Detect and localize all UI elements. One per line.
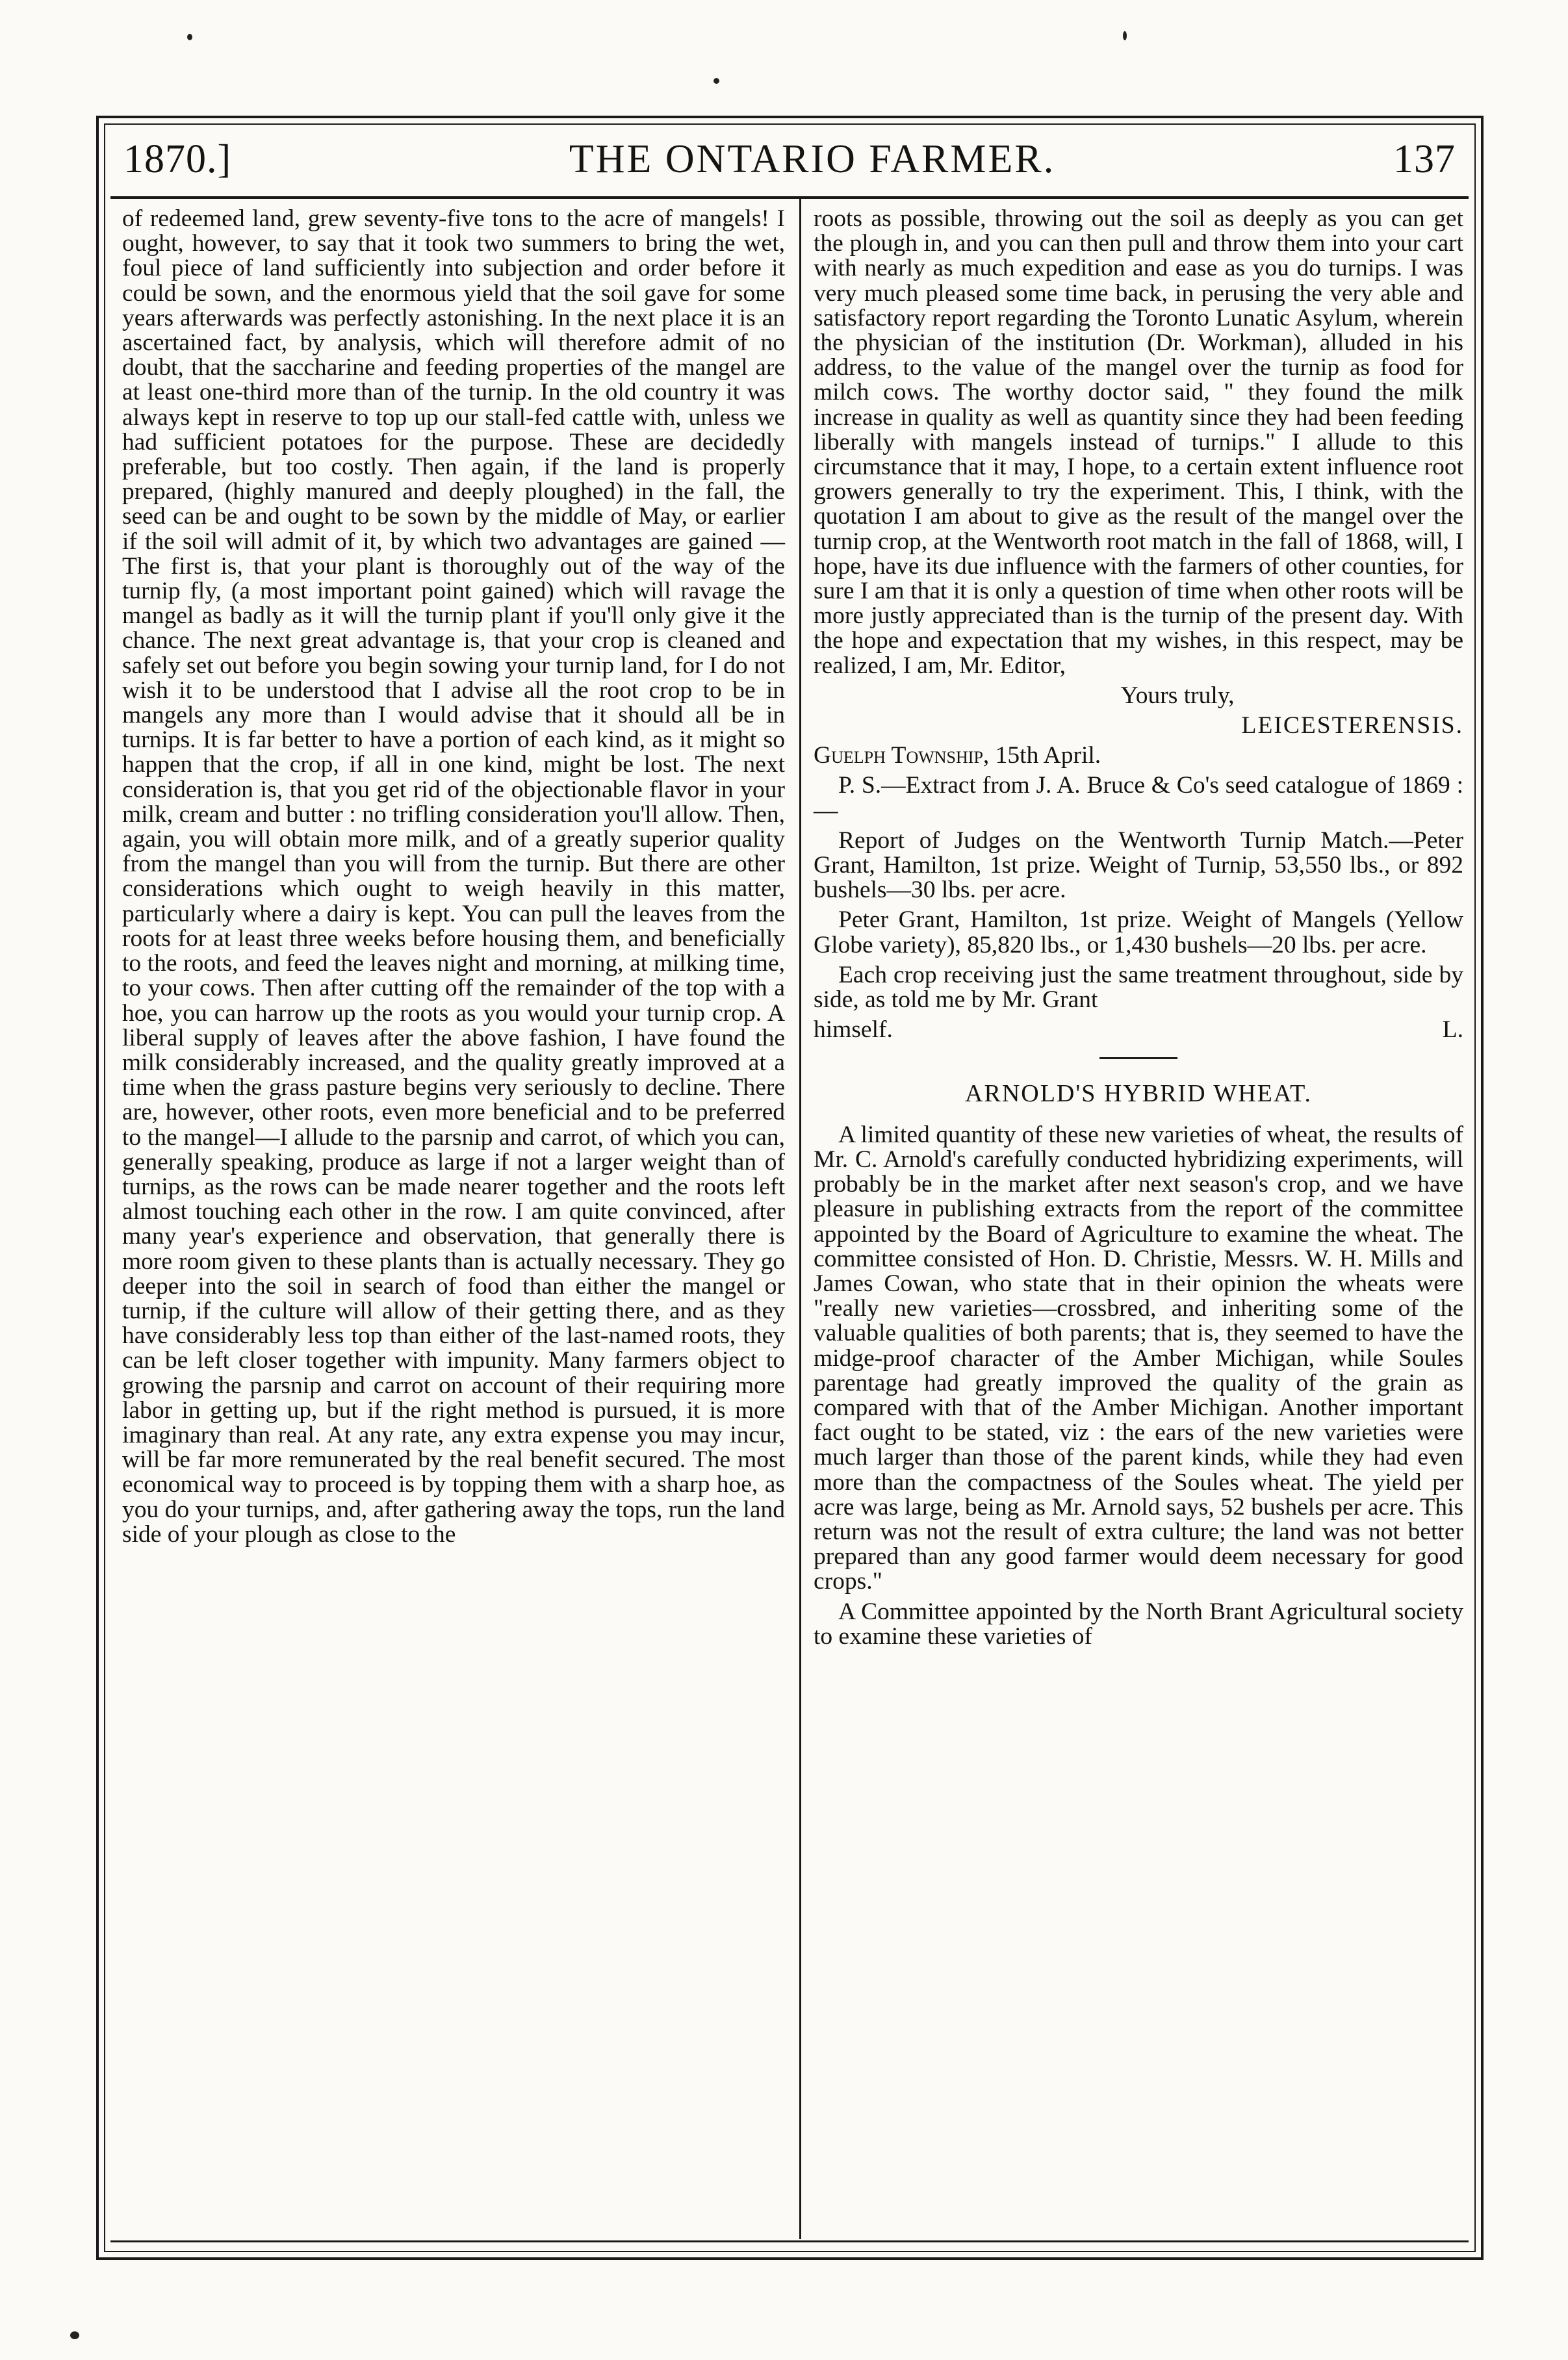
postscript: P. S.—Extract from J. A. Bruce & Co's seed catalogue of 1869 :— — [814, 772, 1463, 824]
ink-speck — [187, 34, 192, 40]
letter-signoff: Yours truly, — [1120, 682, 1235, 709]
letter-location-line — [814, 743, 1463, 768]
left-column — [122, 207, 785, 1552]
mangels-result: Peter Grant, Hamilton, 1st prize. Weight of Mangels (Yellow Globe variety), 85,820 lbs., or 1,430 bushels—20 lbs. per acre. — [814, 906, 1463, 958]
header-year: 1870.] — [123, 136, 232, 181]
page-number: 137 — [1393, 136, 1456, 181]
judges-report: Report of Judges on the Wentworth Turnip Match.—Peter Grant, Hamilton, 1st prize. Weight of Turnip, 53,550 lbs., or 892 bushels—30 lbs. per acre. — [814, 827, 1463, 904]
article-paragraph: A limited quantity of these new varieties of wheat, the results of Mr. C. Arnold's carefully conducted hybridizing experiments, will probably be in the market after next season's crop, and we have pleasure in publishing extracts from the report of the committee appointed by the Board of Agriculture to examine the wheat. The committee consisted of Hon. D. Christie, Messrs. W. H. Mills and James Cowan, who state that in their opinion the wheats were "really new varieties—crossbred, and inheriting some of the valuable qualities of both parents; that is, they seemed to have the midge-proof character of the Amber Michigan, while Soules parentage had greatly improved the quality of the grain as compared with that of the Amber Michigan. Another important fact ought to be stated, viz : the ears of the new varieties were much larger than those of the parent kinds, while they had even more than the compactness of the Soules wheat. The yield per acre was large, being as Mr. Arnold says, 52 bushels per acre. This return was not the result of extra culture; the land was not better prepared than any good farmer would deem necessary for good crops." — [814, 1121, 1463, 1595]
bottom-rule — [110, 2240, 1469, 2242]
treatment-note-end — [814, 1018, 1463, 1042]
letter-date: , 15th April. — [983, 742, 1101, 769]
right-column — [814, 207, 1463, 1654]
article-heading: ARNOLD'S HYBRID WHEAT. — [965, 1079, 1312, 1107]
article-paragraph: A Committee appointed by the North Brant Agricultural society to examine these varieties of — [814, 1598, 1463, 1650]
publication-title: THE ONTARIO FARMER. — [569, 136, 1056, 181]
author-initial: L. — [1442, 1016, 1463, 1044]
treatment-note: Each crop receiving just the same treatment throughout, side by side, as told me by Mr. Grant — [814, 961, 1463, 1014]
treatment-note-last: himself. — [814, 1016, 893, 1044]
letter-continuation: roots as possible, throwing out the soil as deeply as you can get the plough in, and you can then pull and throw them into your cart with nearly as much expedition and ease as you do turnips. I was very much pleased some time back, in perusing the very able and satisfactory report regarding the Toronto Lunatic Asylum, wherein the physician of the institution (Dr. Workman), alluded in his address, to the value of the mangel over the turnip as food for milch cows. The worthy doctor said, " they found the milk increase in quality as well as quantity since they had been feeding liberally with mangels instead of turnips." I allude to this circumstance that it may, I hope, to a certain extent influence root growers generally to try the experiment. This, I think, with the quotation I am about to give as the result of the mangel over the turnip crop, at the Wentworth root match in the fall of 1868, will, I hope, have its due influence with the farmers of other counties, for sure I am that it is only a question of time when other roots will be more justly appreciated than is the turnip of the present day. With the hope and expectation that my wishes, in this respect, may be realized, I am, Mr. Editor, — [814, 205, 1463, 679]
left-column-paragraph: of redeemed land, grew seventy-five tons to the acre of mangels! I ought, however, to say that it took two summers to bring the wet, foul piece of land sufficiently into subjection and order before it could be sown, and the enormous yield that the soil gave for some years afterwards was perfectly astonishing. In the next place it is an ascertained fact, by analysis, which will therefore admit of no doubt, that the saccharine and feeding properties of the mangel are at least one-third more than of the turnip. In the old country it was always kept in reserve to top up our stall-fed cattle with, unless we had sufficient potatoes for the purpose. These are decidedly preferable, but too costly. Then again, if the land is properly prepared, (highly manured and deeply ploughed) in the fall, the seed can be and ought to be sown by the middle of May, or earlier if the soil will admit of it, by which two advantages are gained —The first is, that your plant is thoroughly out of the way of the turnip fly, (a most important point gained) which will ravage the mangel as badly as it will the turnip plant if you'll only give it the chance. The next great advantage is, that your crop is cleaned and safely set out before you begin sowing your turnip land, for I do not wish it to be understood that I advise all the root crop to be in mangels any more than I would advise that it should all be in turnips. It is far better to have a portion of each kind, as it might so happen that the crop, if all in one kind, might be lost. The next consideration is, that you get rid of the objectionable flavor in your milk, cream and butter : no trifling consideration you'll allow. Then, again, you will obtain more milk, and of a greatly superior quality from the mangel than you will from the turnip. But there are other considerations which ought to weigh heavily in this matter, particularly where a dairy is kept. You can pull the leaves from the roots for at least three weeks before housing them, and beneficially to the roots, and feed the leaves night and morning, at milking time, to your cows. Then after cutting off the remainder of the top with a hoe, you can harrow up the roots as you would your turnip crop. A liberal supply of leaves after the above fashion, I have found the milk considerably increased, and the quality greatly improved at a time when the grass pasture begins very seriously to decline. There are, however, other roots, even more beneficial and to be preferred to the mangel—I allude to the parsnip and carrot, of which you can, generally speaking, produce as large if not a larger weight than of turnips, as the rows can be made nearer together and the roots left almost touching each other in the row. I am quite convinced, after many year's experience and observation, that generally there is more room given to these plants than is actually necessary. They go deeper into the soil in search of food than either the mangel or turnip, if the culture will allow of their getting there, and as they have considerably less top than either of the last-named roots, they can be left closer together with impunity. Many farmers object to growing the parsnip and carrot on account of their requiring more labor in getting up, but if the right method is pursued, it is more imaginary than real. At any rate, any extra expense you may incur, will be far more remunerated by the real benefit secured. The most economical way to proceed is by topping them with a sharp hoe, as you do your turnips, and, after gathering away the tops, run the land side of your plough as close to the — [122, 205, 785, 1548]
page-header — [123, 123, 1456, 195]
section-separator — [1099, 1057, 1177, 1059]
ink-speck — [1123, 31, 1127, 40]
header-rule — [110, 196, 1469, 199]
column-divider — [799, 199, 801, 2239]
ink-speck — [70, 2331, 79, 2339]
ink-speck — [713, 78, 719, 84]
letter-signature: LEICESTERENSIS. — [1241, 712, 1463, 739]
letter-location: Guelph Township — [814, 742, 983, 769]
